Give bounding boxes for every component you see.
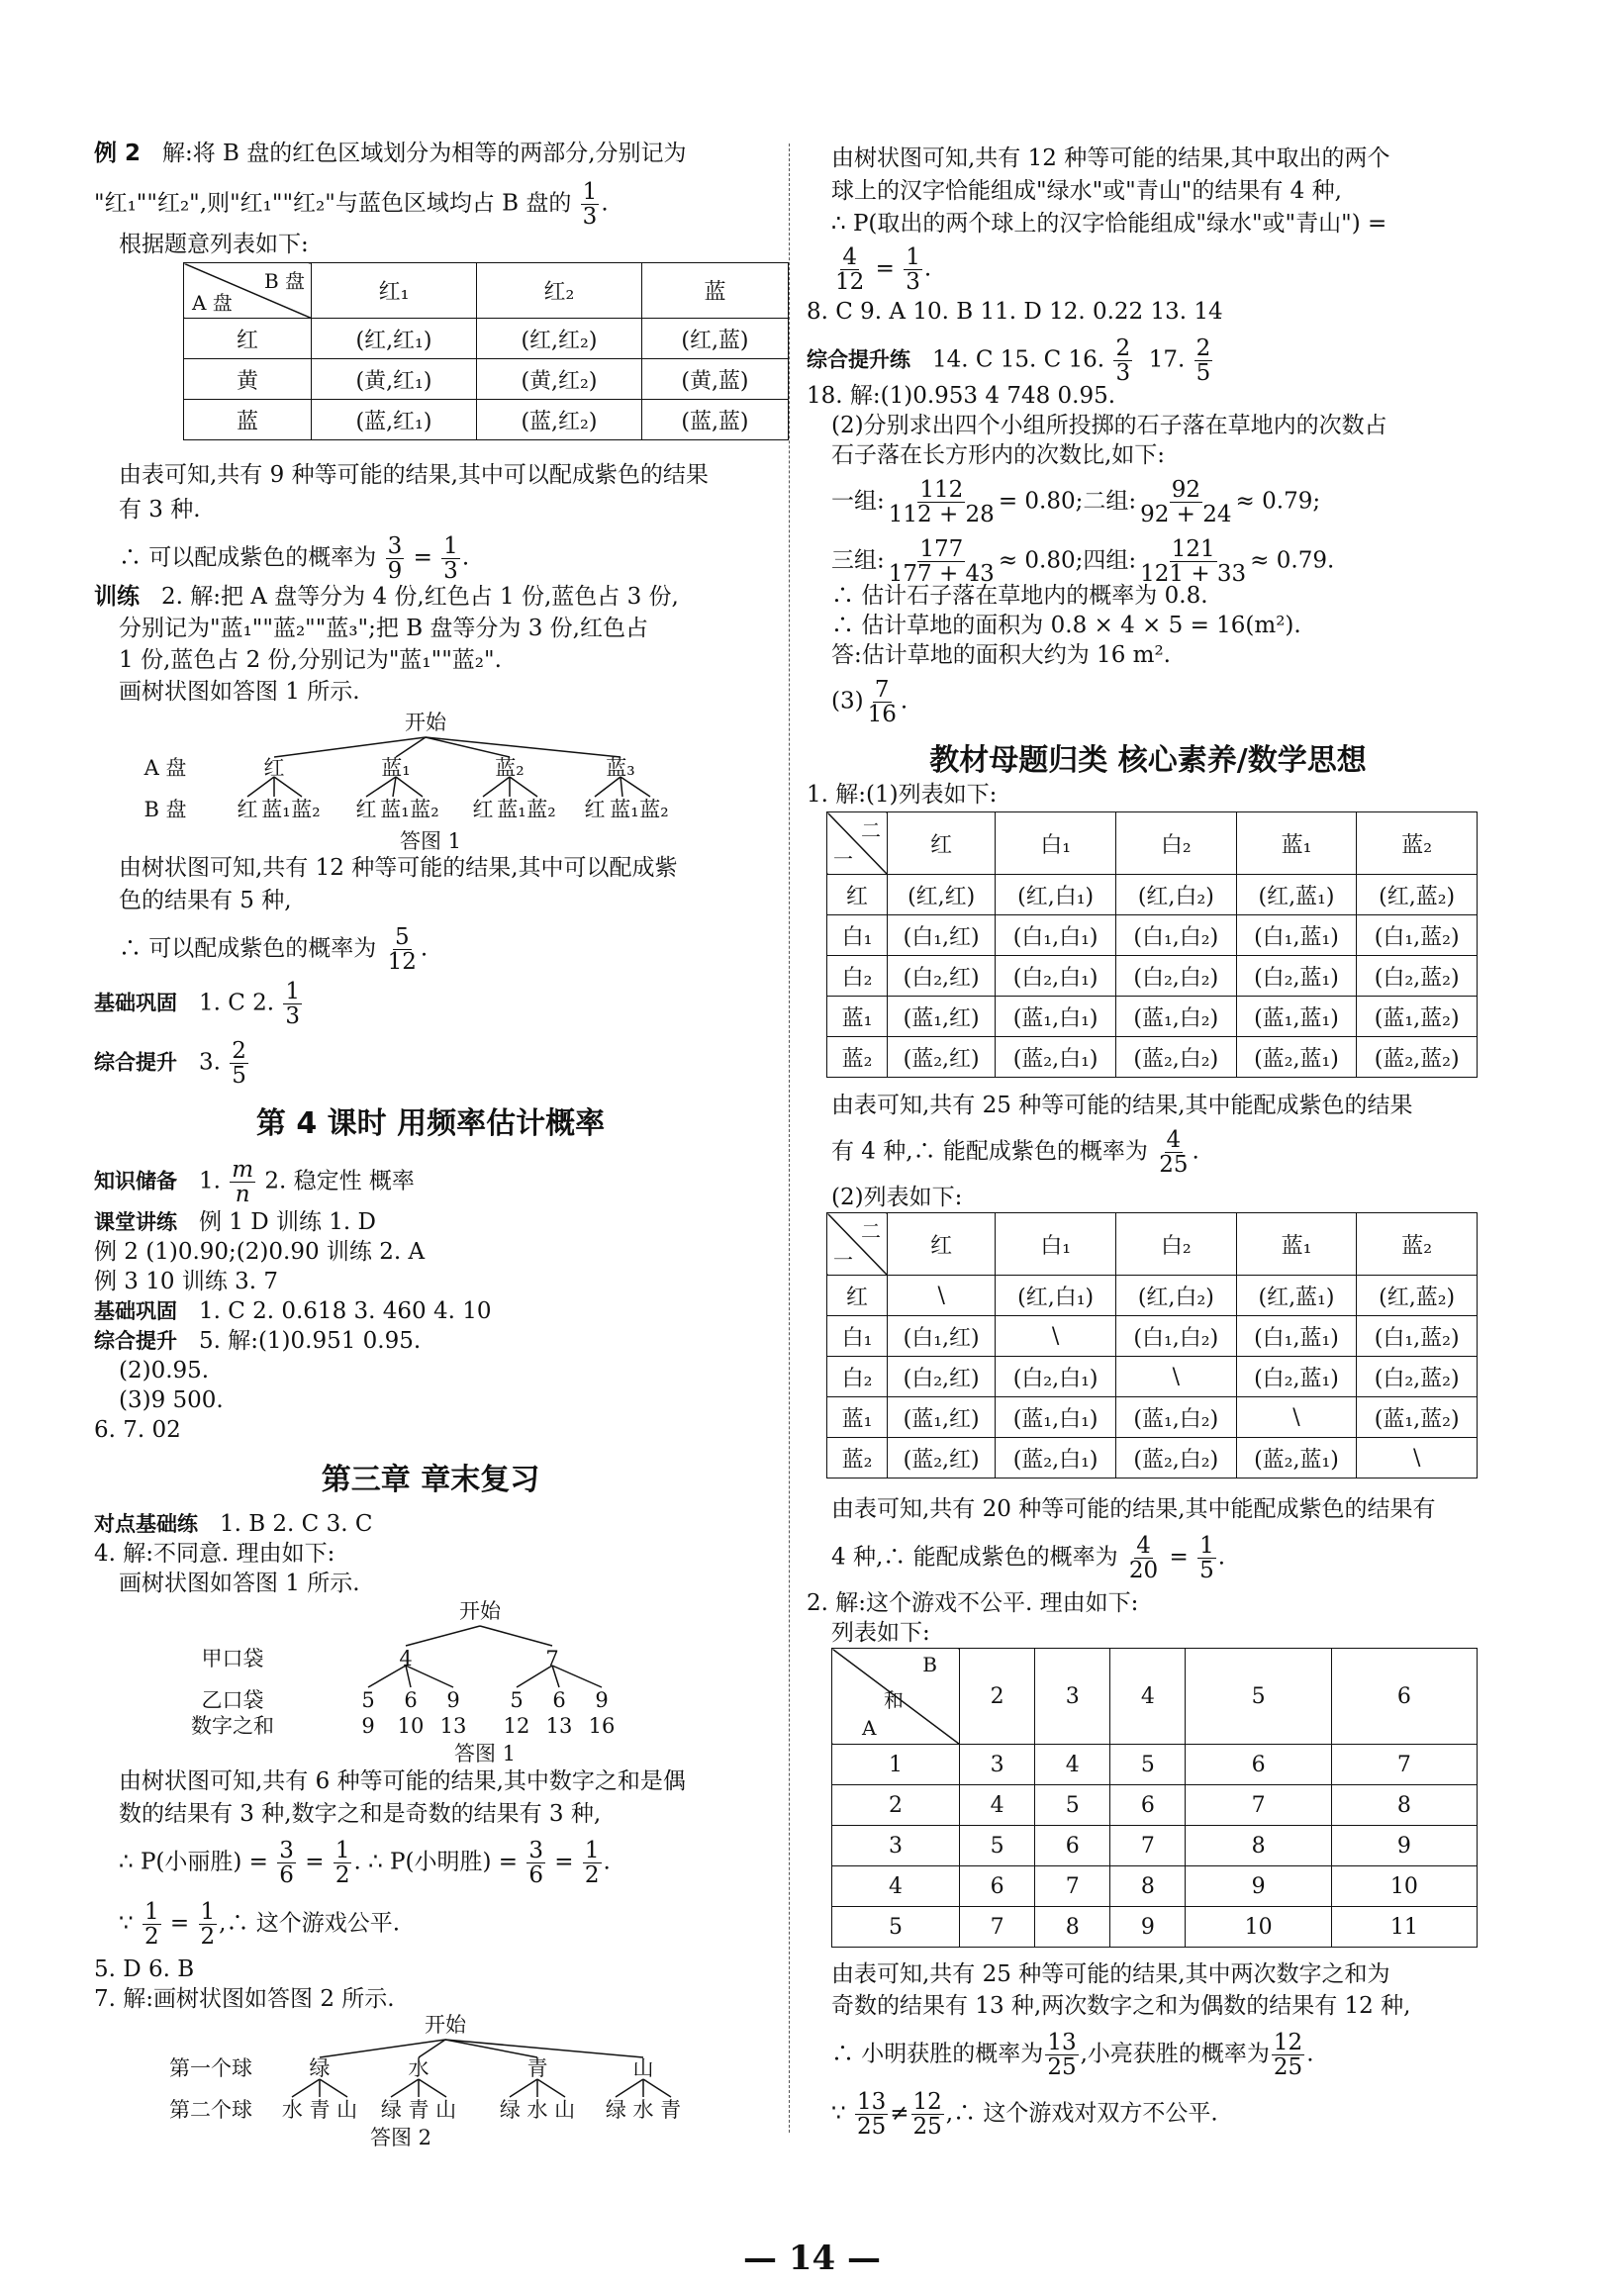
table-cell: (红,红₂) — [476, 319, 641, 359]
table-cell: (白₁,蓝₂) — [1357, 915, 1478, 956]
text-line: 石子落在长方形内的次数比,如下: — [831, 442, 1166, 468]
point-basic: 对点基础练 1. B 2. C 3. C — [94, 1511, 373, 1537]
table-cell: 8 — [1035, 1907, 1110, 1948]
table-cell: 白₁ — [827, 1316, 888, 1357]
tree-caption: 答图 1 — [399, 829, 462, 853]
tree-leaf: 蓝₂ — [639, 798, 669, 821]
table-cell: 蓝₁ — [827, 1397, 888, 1438]
tree-row-label: 乙口袋 — [201, 1688, 264, 1712]
tree-node: 水 — [408, 2056, 430, 2080]
comprehensive-improve: 综合提升 3. $\frac{2}{5}$ — [94, 1038, 246, 1089]
tree-diagram-1 — [134, 708, 767, 856]
tree-leaf: 蓝₂ — [291, 798, 321, 821]
table-number-sums — [831, 1648, 1478, 1948]
tree-leaf: 蓝₂ — [526, 798, 556, 821]
tree-node: 4 — [399, 1647, 413, 1670]
tree-node: 7 — [545, 1647, 559, 1670]
text-line: 1 份,蓝色占 2 份,分别记为"蓝₁""蓝₂". — [119, 647, 502, 673]
table-header: 蓝 — [641, 263, 788, 319]
table-header: 白₁ — [996, 812, 1116, 875]
table-cell: (红,蓝₁) — [1236, 1276, 1357, 1316]
table-color-pairs-replace — [826, 811, 1478, 1078]
table-cell: (红,蓝) — [641, 319, 788, 359]
tree-row-label: B 盘 — [143, 798, 187, 821]
table-cell: (蓝,红₂) — [476, 400, 641, 440]
table-cell: (黄,红₁) — [312, 359, 477, 400]
tree-leaf: 6 — [552, 1688, 566, 1712]
text-line: 奇数的结果有 13 种,两次数字之和为偶数的结果有 12 种, — [831, 1993, 1411, 2019]
tree-row-label: 第一个球 — [169, 2056, 252, 2080]
example-2b: 例 2 (1)0.90;(2)0.90 训练 2. A — [94, 1239, 426, 1265]
text-line: 画树状图如答图 1 所示. — [119, 1571, 360, 1596]
text-line: 画树状图如答图 1 所示. — [119, 679, 360, 705]
table-cell: 9 — [1331, 1826, 1477, 1866]
tree-sum: 16 — [588, 1714, 616, 1738]
tree-leaf: 水 青 山 — [281, 2098, 358, 2122]
table-cell: 蓝₂ — [827, 1037, 888, 1078]
text-line: 球上的汉字恰能组成"绿水"或"青山"的结果有 4 种, — [831, 178, 1342, 204]
tree-leaf: 绿 青 山 — [380, 2098, 457, 2122]
tree-leaf: 蓝₂ — [410, 798, 439, 821]
text-line: (2)0.95. — [119, 1358, 210, 1383]
tree-leaf: 6 — [404, 1688, 418, 1712]
tree-leaf: 9 — [595, 1688, 609, 1712]
tree-row-label: 数字之和 — [191, 1714, 274, 1738]
text-line: 由表可知,共有 25 种等可能的结果,其中两次数字之和为 — [831, 1961, 1390, 1987]
table-cell: (红,蓝₂) — [1357, 1276, 1478, 1316]
text-line: 有 3 种. — [119, 497, 201, 523]
core-heading: 教材母题归类 核心素养/数学思想 — [929, 743, 1367, 778]
tree-sum: 12 — [503, 1714, 530, 1738]
tree-root: 开始 — [425, 2014, 466, 2037]
table-cell: (蓝₁,蓝₂) — [1357, 997, 1478, 1037]
text-line: ∴ 可以配成紫色的概率为 $\frac{5}{12}$ . — [119, 924, 429, 975]
table-cell: (白₂,白₁) — [996, 1357, 1116, 1397]
tree-leaf: 蓝₁ — [610, 798, 639, 821]
table-cell: (白₁,白₂) — [1115, 915, 1236, 956]
table-cell: 8 — [1110, 1866, 1186, 1907]
tree-node: 山 — [632, 2056, 654, 2080]
question-4: 4. 解:不同意. 理由如下: — [94, 1541, 335, 1567]
tree-sum: 9 — [361, 1714, 375, 1738]
table-cell: (蓝₁,红) — [888, 997, 996, 1037]
table-cell: 9 — [1110, 1907, 1186, 1948]
table-cell: \ — [1115, 1357, 1236, 1397]
tree-node: 蓝₁ — [381, 756, 411, 780]
tree-leaf: 绿 水 山 — [499, 2098, 576, 2122]
table-cell: 7 — [960, 1907, 1035, 1948]
class-practice: 课堂讲练 例 1 D 训练 1. D — [94, 1209, 376, 1235]
tree-leaf: 蓝₁ — [497, 798, 526, 821]
table-cell: 7 — [1186, 1785, 1331, 1826]
table-cell: (白₁,白₂) — [1115, 1316, 1236, 1357]
text-line: 由表可知,共有 25 种等可能的结果,其中能配成紫色的结果 — [831, 1093, 1413, 1118]
table-cell: (白₂,红) — [888, 956, 996, 997]
tree-root: 开始 — [405, 711, 446, 734]
table-header: 2 — [960, 1649, 1035, 1745]
text-line: $\frac{4}{12}$ = $\frac{1}{3}$ . — [835, 244, 932, 295]
tree-node: 青 — [526, 2056, 548, 2080]
basic-consolidate-2: 基础巩固 1. C 2. 0.618 3. 460 4. 10 — [94, 1298, 492, 1324]
table-header: 白₂ — [1115, 812, 1236, 875]
problem-1-part2: (2)列表如下: — [831, 1185, 963, 1210]
table-cell: (蓝₂,红) — [888, 1438, 996, 1478]
table-cell: 蓝₂ — [827, 1438, 888, 1478]
tree-sum: 10 — [397, 1714, 425, 1738]
problem-2: 2. 解:这个游戏不公平. 理由如下: — [807, 1590, 1139, 1616]
table-cell: (蓝₂,白₁) — [996, 1037, 1116, 1078]
table-corner: 二 一 — [827, 1213, 888, 1276]
text-line: 色的结果有 5 种, — [119, 888, 292, 913]
table-cell: (黄,蓝) — [641, 359, 788, 400]
question-7: 7. 解:画树状图如答图 2 所示. — [94, 1986, 395, 2012]
tree-sum: 13 — [439, 1714, 467, 1738]
table-cell: 9 — [1186, 1866, 1331, 1907]
table-cell: (蓝₁,白₂) — [1115, 997, 1236, 1037]
table-corner: B 和 A — [832, 1649, 960, 1745]
ex2-line1: 例 2 解:将 B 盘的红色区域划分为相等的两部分,分别记为 — [94, 141, 687, 166]
table-cell: (红,白₁) — [996, 1276, 1116, 1316]
table-cell: 6 — [1110, 1785, 1186, 1826]
text-line: 由表可知,共有 9 种等可能的结果,其中可以配成紫色的结果 — [119, 462, 709, 488]
tree-leaf: 红 — [584, 798, 606, 821]
table-corner: 二 一 — [827, 812, 888, 875]
table-cell: 黄 — [184, 359, 312, 400]
table-cell: 4 — [832, 1866, 960, 1907]
text-line: ∴ 估计石子落在草地内的概率为 0.8. — [831, 583, 1208, 609]
table-cell: (白₁,蓝₁) — [1236, 1316, 1357, 1357]
table-header: 5 — [1186, 1649, 1331, 1745]
text-line: (3)9 500. — [119, 1387, 224, 1413]
table-cell: 蓝₁ — [827, 997, 888, 1037]
table-cell: 红 — [827, 1276, 888, 1316]
table-cell: (蓝₂,白₂) — [1115, 1037, 1236, 1078]
tree-caption: 答图 2 — [369, 2126, 432, 2149]
table-cell: 3 — [960, 1745, 1035, 1785]
table-cell: (蓝₂,白₁) — [996, 1438, 1116, 1478]
table-header: 白₂ — [1115, 1213, 1236, 1276]
knowledge-reserve: 知识储备 1. $\frac{m}{n}$ 2. 稳定性 概率 — [94, 1157, 415, 1207]
tree-node: 绿 — [309, 2056, 331, 2080]
table-cell: (白₁,红) — [888, 915, 996, 956]
text-line: 4 种,∴ 能配成紫色的概率为 $\frac{4}{20}$ = $\frac{1}{5}$ . — [831, 1533, 1226, 1583]
text-line: 由表可知,共有 20 种等可能的结果,其中能配成紫色的结果有 — [831, 1496, 1436, 1522]
comprehensive-improve-2: 综合提升 5. 解:(1)0.951 0.95. — [94, 1328, 422, 1354]
tree-leaf: 9 — [446, 1688, 460, 1712]
text-line: 由树状图可知,共有 6 种等可能的结果,其中数字之和是偶 — [119, 1768, 686, 1794]
table-cell: 7 — [1331, 1745, 1477, 1785]
table-header: 蓝₂ — [1357, 1213, 1478, 1276]
text-line: ∴ 估计草地的面积为 0.8 × 4 × 5 = 16(m²). — [831, 613, 1301, 638]
table-cell: (白₂,蓝₁) — [1236, 956, 1357, 997]
question-6: 6. 7. 02 — [94, 1417, 181, 1443]
table-cell: (蓝₁,蓝₁) — [1236, 997, 1357, 1037]
table-cell: (蓝₁,白₁) — [996, 997, 1116, 1037]
answers-8-13: 8. C 9. A 10. B 11. D 12. 0.22 13. 14 — [807, 299, 1223, 325]
table-cell: 11 — [1331, 1907, 1477, 1948]
table-cell: 白₂ — [827, 1357, 888, 1397]
table-cell: 5 — [832, 1907, 960, 1948]
text-line: 有 4 种,∴ 能配成紫色的概率为 $\frac{4}{25}$ . — [831, 1127, 1199, 1178]
table-cell: (白₁,红) — [888, 1316, 996, 1357]
table-header: 红₁ — [312, 263, 477, 319]
text-line: (2)分别求出四个小组所投掷的石子落在草地内的次数占 — [831, 413, 1387, 438]
table-cell: (白₂,蓝₁) — [1236, 1357, 1357, 1397]
tree-leaf: 5 — [361, 1688, 375, 1712]
tree-leaf: 蓝₁ — [380, 798, 410, 821]
question-18: 18. 解:(1)0.953 4 748 0.95. — [807, 383, 1116, 409]
tree-row-label: 第二个球 — [169, 2098, 252, 2122]
page-number: — 14 — — [743, 2239, 881, 2278]
table-cell: (白₁,白₁) — [996, 915, 1116, 956]
tree-leaf: 红 — [355, 798, 377, 821]
tree-leaf: 红 — [237, 798, 258, 821]
table-cell: (白₁,蓝₁) — [1236, 915, 1357, 956]
table-cell: 10 — [1186, 1907, 1331, 1948]
text-line: 三组: $\frac{177}{177 + 43}$ ≈ 0.80;四组: $\frac{121}{121 + 33}$ ≈ 0.79. — [831, 536, 1335, 587]
table-cell: 红 — [827, 875, 888, 915]
table-color-pairs-no-replace — [826, 1212, 1478, 1478]
table-cell: (红,红₁) — [312, 319, 477, 359]
table-header: 蓝₁ — [1236, 1213, 1357, 1276]
text-line: ∴ 小明获胜的概率为 $\frac{13}{25}$ ,小亮获胜的概率为 $\frac{12}{25}$ . — [831, 2030, 1314, 2080]
table-cell: (白₂,白₁) — [996, 956, 1116, 997]
table-cell: (蓝,蓝) — [641, 400, 788, 440]
table-color-pairs — [183, 262, 789, 440]
table-cell: (蓝₁,白₂) — [1115, 1397, 1236, 1438]
table-header: 3 — [1035, 1649, 1110, 1745]
table-cell: 5 — [1035, 1785, 1110, 1826]
text-line: 分别记为"蓝₁""蓝₂""蓝₃";把 B 盘等分为 3 份,红色占 — [119, 616, 648, 641]
table-cell: (白₂,蓝₂) — [1357, 956, 1478, 997]
tree-caption: 答图 1 — [453, 1742, 517, 1765]
table-cell: 7 — [1035, 1866, 1110, 1907]
table-cell: (红,白₂) — [1115, 1276, 1236, 1316]
example-3b: 例 3 10 训练 3. 7 — [94, 1269, 279, 1294]
tree-node: 蓝₂ — [495, 756, 525, 780]
table-cell: 6 — [1035, 1826, 1110, 1866]
tree-row-label: A 盘 — [143, 756, 187, 780]
table-cell: 4 — [1035, 1745, 1110, 1785]
table-cell: (蓝₂,蓝₁) — [1236, 1037, 1357, 1078]
table-cell: (蓝,红₁) — [312, 400, 477, 440]
table-cell: 10 — [1331, 1866, 1477, 1907]
table-corner: B 盘 A 盘 — [184, 263, 312, 319]
question-5-6: 5. D 6. B — [94, 1956, 195, 1982]
table-cell: (白₂,红) — [888, 1357, 996, 1397]
table-header: 4 — [1110, 1649, 1186, 1745]
table-cell: 5 — [1110, 1745, 1186, 1785]
table-cell: 6 — [1186, 1745, 1331, 1785]
table-cell: \ — [1357, 1438, 1478, 1478]
table-cell: (红,蓝₁) — [1236, 875, 1357, 915]
tree-node: 蓝₃ — [606, 756, 635, 780]
text-line: ∵ $\frac{13}{25}$ ≠ $\frac{12}{25}$ ,∴ 这个游戏对双方不公平. — [831, 2089, 1218, 2140]
training-line1: 训练 2. 解:把 A 盘等分为 4 份,红色占 1 份,蓝色占 3 份, — [94, 584, 679, 610]
table-cell: (红,白₁) — [996, 875, 1116, 915]
table-cell: (蓝₁,白₁) — [996, 1397, 1116, 1438]
tree-leaf: 红 — [472, 798, 494, 821]
table-cell: 白₁ — [827, 915, 888, 956]
table-cell: 7 — [1110, 1826, 1186, 1866]
tree-leaf: 蓝₁ — [261, 798, 291, 821]
table-cell: (蓝₂,蓝₁) — [1236, 1438, 1357, 1478]
table-cell: (红,白₂) — [1115, 875, 1236, 915]
table-header: 红 — [888, 812, 996, 875]
chapter-3-heading: 第三章 章末复习 — [321, 1463, 540, 1497]
comprehensive-practice: 综合提升练 14. C 15. C 16. $\frac{2}{3}$ 17. $\frac{2}{5}$ — [807, 335, 1211, 386]
table-cell: \ — [1236, 1397, 1357, 1438]
text-line: ∴ 可以配成紫色的概率为 $\frac{3}{9}$ = $\frac{1}{3}$ . — [119, 533, 470, 584]
table-cell: (白₂,白₂) — [1115, 956, 1236, 997]
table-cell: (红,红) — [888, 875, 996, 915]
table-cell: 4 — [960, 1785, 1035, 1826]
table-cell: 红 — [184, 319, 312, 359]
table-cell: 6 — [960, 1866, 1035, 1907]
table-cell: (黄,红₂) — [476, 359, 641, 400]
ex2-line3: 根据题意列表如下: — [119, 232, 309, 257]
table-cell: 2 — [832, 1785, 960, 1826]
table-cell: \ — [888, 1276, 996, 1316]
table-cell: 8 — [1331, 1785, 1477, 1826]
table-cell: (蓝₂,白₂) — [1115, 1438, 1236, 1478]
text-line: 列表如下: — [831, 1620, 930, 1646]
text-line: 答:估计草地的面积大约为 16 m². — [831, 642, 1171, 668]
table-cell: 3 — [832, 1826, 960, 1866]
table-cell: 白₂ — [827, 956, 888, 997]
table-cell: (白₁,蓝₂) — [1357, 1316, 1478, 1357]
table-cell: (蓝₂,蓝₂) — [1357, 1037, 1478, 1078]
lesson-4-heading: 第 4 课时 用频率估计概率 — [255, 1106, 606, 1141]
table-header: 蓝₂ — [1357, 812, 1478, 875]
table-cell: \ — [996, 1316, 1116, 1357]
table-cell: (蓝₁,红) — [888, 1397, 996, 1438]
table-header: 白₁ — [996, 1213, 1116, 1276]
text-line: ∴ P(取出的两个球上的汉字恰能组成"绿水"或"青山") = — [831, 211, 1387, 237]
text-line: 由树状图可知,共有 12 种等可能的结果,其中取出的两个 — [831, 145, 1390, 171]
tree-row-label: 甲口袋 — [201, 1647, 264, 1670]
table-cell: 蓝 — [184, 400, 312, 440]
text-line: (3) $\frac{7}{16}$ . — [831, 677, 908, 727]
table-cell: (红,蓝₂) — [1357, 875, 1478, 915]
tree-sum: 13 — [545, 1714, 573, 1738]
tree-root: 开始 — [459, 1599, 501, 1623]
problem-1: 1. 解:(1)列表如下: — [807, 782, 998, 808]
table-cell: 1 — [832, 1745, 960, 1785]
tree-node: 红 — [263, 756, 285, 780]
table-header: 红 — [888, 1213, 996, 1276]
column-divider — [789, 143, 790, 2133]
tree-leaf: 绿 水 青 — [605, 2098, 682, 2122]
basic-consolidate: 基础巩固 1. C 2. $\frac{1}{3}$ — [94, 979, 300, 1029]
tree-diagram-3 — [153, 2014, 767, 2152]
table-cell: (白₂,蓝₂) — [1357, 1357, 1478, 1397]
text-line: 数的结果有 3 种,数字之和是奇数的结果有 3 种, — [119, 1801, 602, 1827]
tree-diagram-2 — [173, 1598, 727, 1766]
table-cell: 5 — [960, 1826, 1035, 1866]
table-cell: 8 — [1186, 1826, 1331, 1866]
table-header: 蓝₁ — [1236, 812, 1357, 875]
table-header: 红₂ — [476, 263, 641, 319]
ex2-line2: "红₁""红₂",则"红₁""红₂"与蓝色区域均占 B 盘的 $\frac{1}{3}$ . — [94, 179, 609, 230]
text-line: ∴ P(小丽胜) = $\frac{3}{6}$ = $\frac{1}{2}$ . ∴ P(小明胜) = $\frac{3}{6}$ = $\frac{1}{2}$ . — [119, 1838, 611, 1888]
table-cell: (蓝₁,蓝₂) — [1357, 1397, 1478, 1438]
text-line: ∵ $\frac{1}{2}$ = $\frac{1}{2}$ ,∴ 这个游戏公平. — [119, 1899, 401, 1950]
table-cell: (蓝₂,红) — [888, 1037, 996, 1078]
tree-leaf: 5 — [510, 1688, 524, 1712]
text-line: 由树状图可知,共有 12 种等可能的结果,其中可以配成紫 — [119, 855, 678, 881]
table-header: 6 — [1331, 1649, 1477, 1745]
text-line: 一组: $\frac{112}{112 + 28}$ = 0.80;二组: $\frac{92}{92 + 24}$ ≈ 0.79; — [831, 477, 1321, 527]
